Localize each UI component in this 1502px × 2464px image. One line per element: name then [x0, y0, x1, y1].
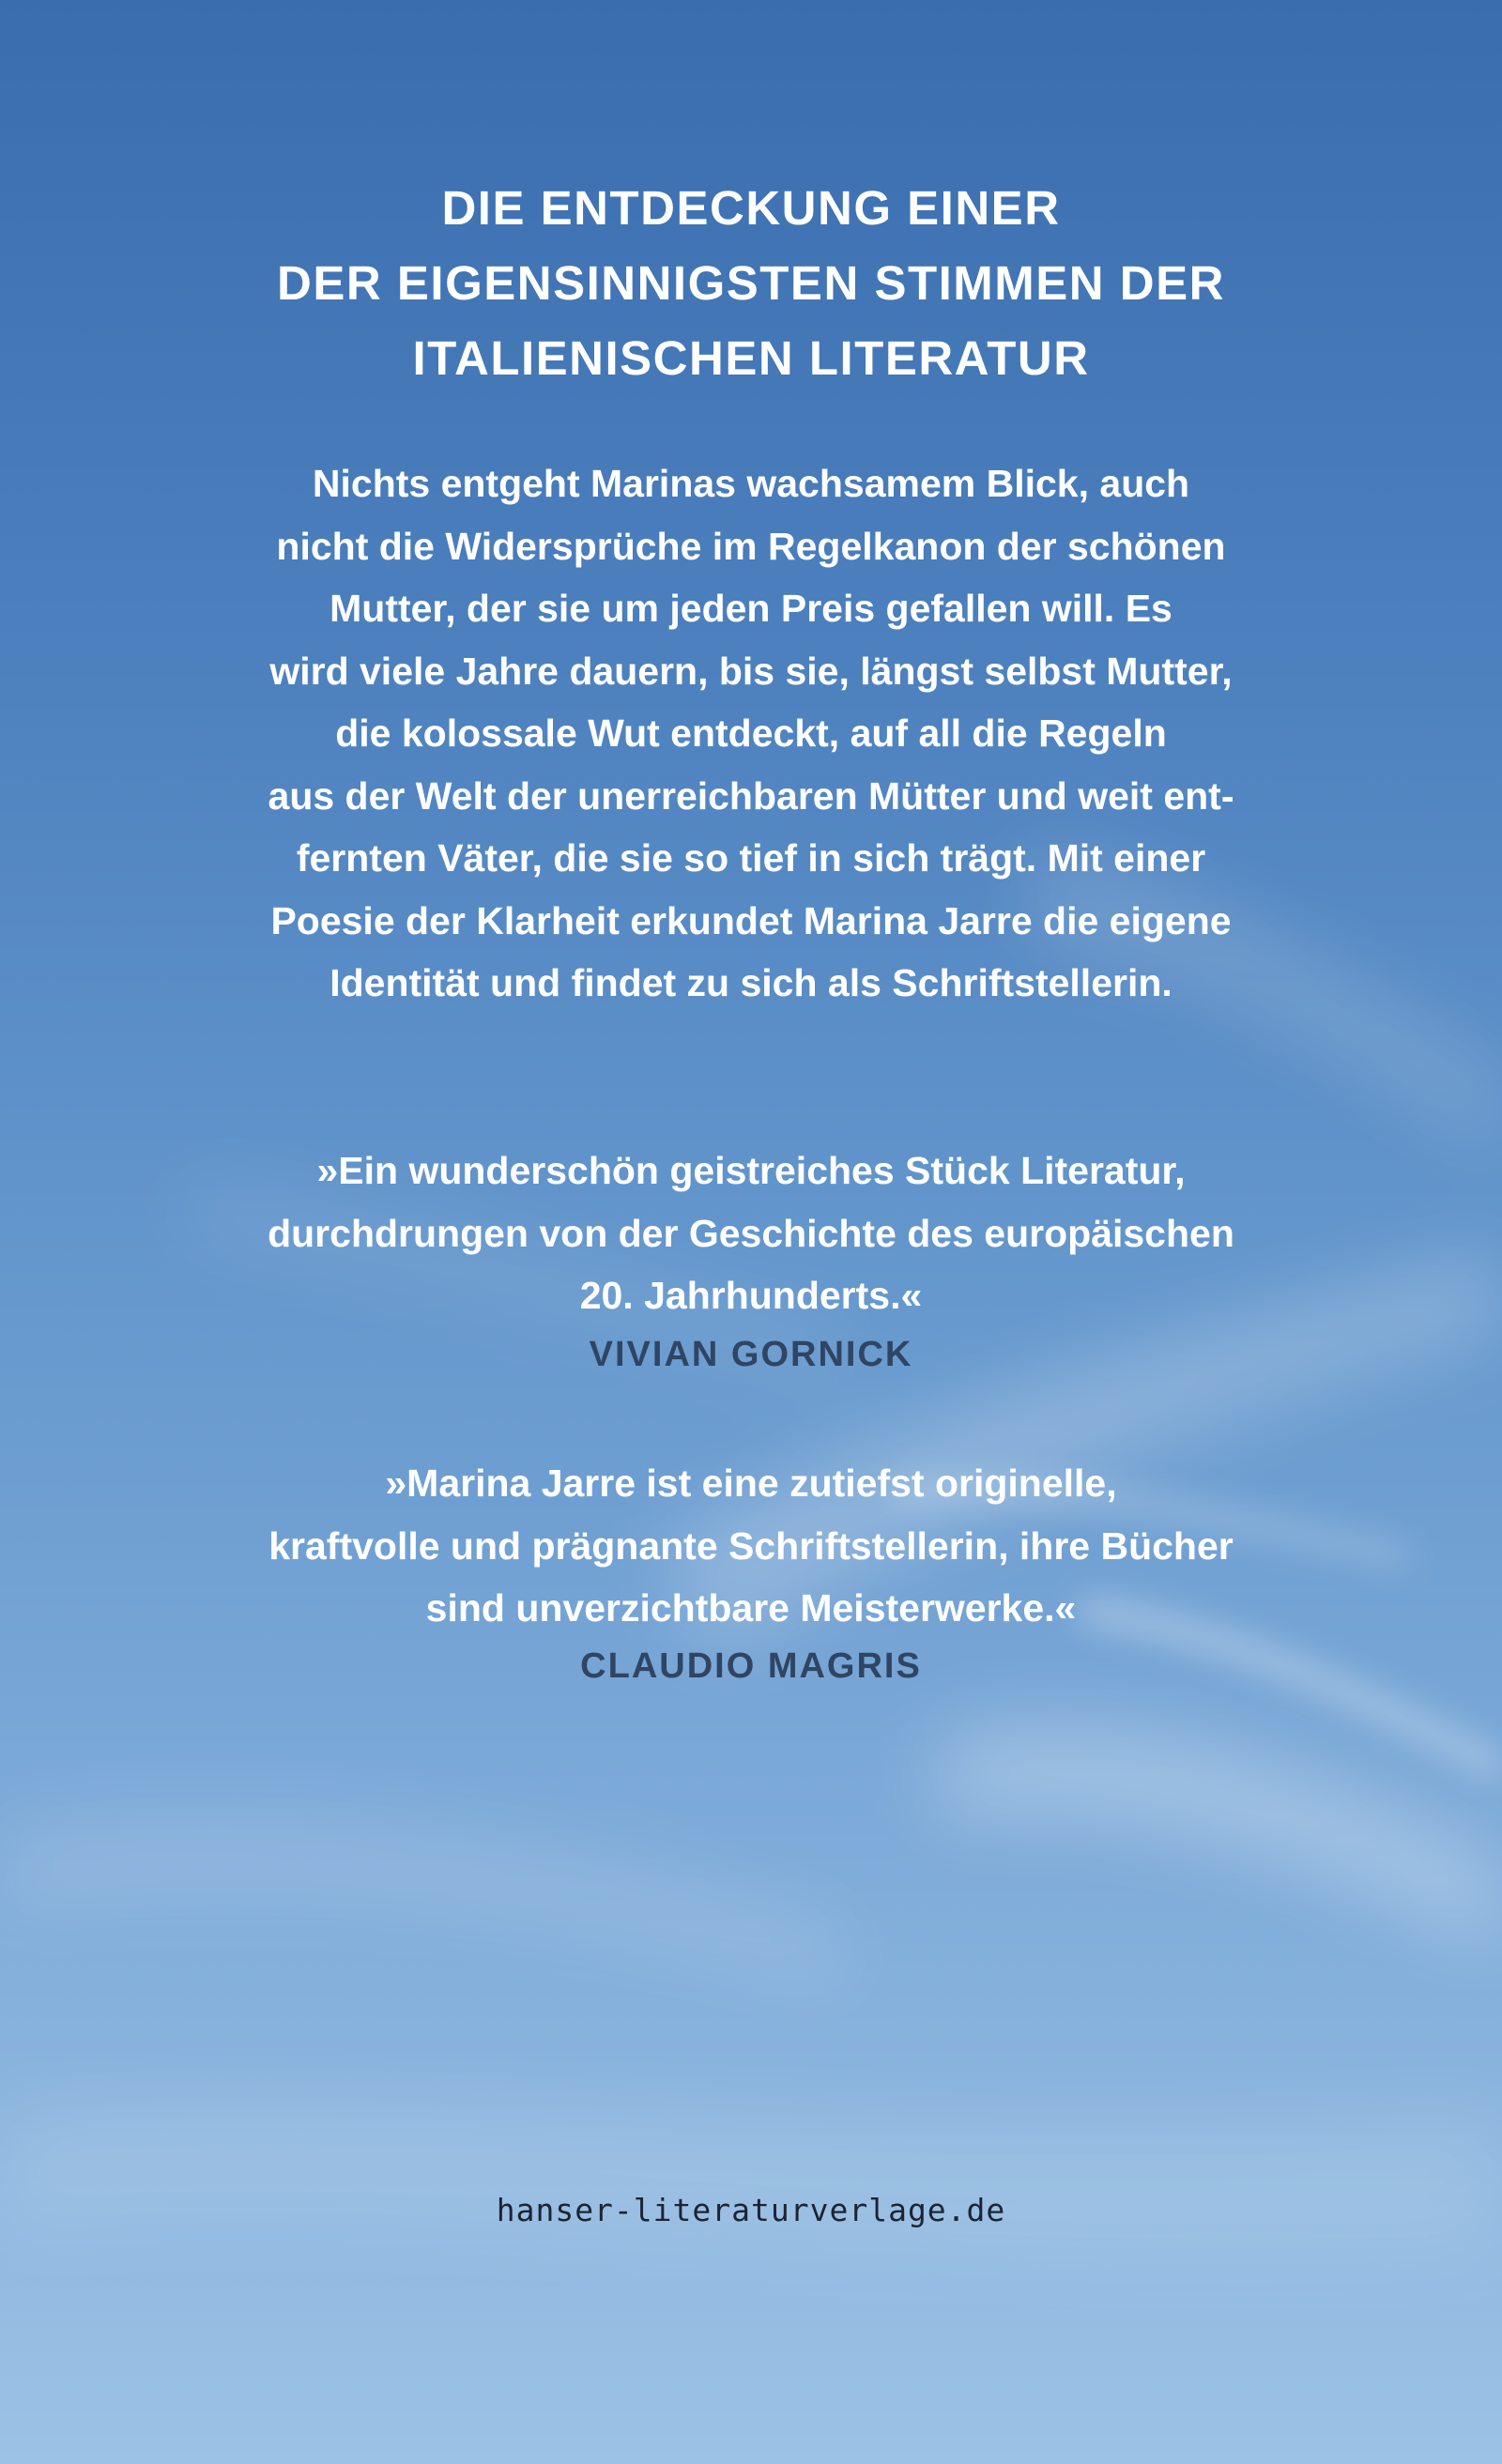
- publisher-website: hanser-literaturverlage.de: [496, 2192, 1006, 2228]
- headline-line: DER EIGENSINNIGSTEN STIMMEN DER: [277, 256, 1225, 310]
- quote-line: durchdrungen von der Geschichte des europäischen: [268, 1211, 1234, 1255]
- blurb-text: [113, 452, 1389, 1015]
- blurb-line: aus der Welt der unerreichbaren Mütter und weit ent-: [268, 773, 1234, 818]
- blurb-line: Nichts entgeht Marinas wachsamem Blick, auch: [312, 462, 1190, 505]
- blurb-line: nicht die Widersprüche im Regelkanon der schönen: [276, 524, 1226, 568]
- blurb-line: Identität und findet zu sich als Schriftstellerin.: [330, 961, 1172, 1004]
- quote-line: sind unverzichtbare Meisterwerke.«: [425, 1586, 1077, 1630]
- headline-line: ITALIENISCHEN LITERATUR: [412, 331, 1090, 385]
- review-quote-gornick: [113, 1140, 1389, 1327]
- review-quote-magris: [113, 1452, 1389, 1640]
- headline: [141, 171, 1361, 396]
- blurb-line: wird viele Jahre dauern, bis sie, längst selbst Mutter,: [269, 649, 1233, 693]
- quote-line: kraftvolle und prägnante Schriftstellerin, ihre Bücher: [268, 1523, 1234, 1568]
- quote-author-gornick: VIVIAN GORNICK: [589, 1335, 913, 1374]
- quote-line: 20. Jahrhunderts.«: [579, 1274, 923, 1317]
- headline-line: DIE ENTDECKUNG EINER: [441, 181, 1061, 235]
- quote-line: »Ein wunderschön geistreiches Stück Literatur,: [316, 1149, 1186, 1192]
- blurb-line: Poesie der Klarheit erkundet Marina Jarre die eigene: [270, 898, 1232, 942]
- quote-author-magris: CLAUDIO MAGRIS: [580, 1646, 922, 1686]
- quote-line: »Marina Jarre ist eine zutiefst originelle,: [385, 1462, 1117, 1505]
- blurb-line: Mutter, der sie um jeden Preis gefallen will. Es: [330, 587, 1172, 630]
- blurb-line: die kolossale Wut entdeckt, auf all die Regeln: [335, 712, 1167, 755]
- blurb-line: fernten Väter, die sie so tief in sich trägt. Mit einer: [296, 836, 1206, 880]
